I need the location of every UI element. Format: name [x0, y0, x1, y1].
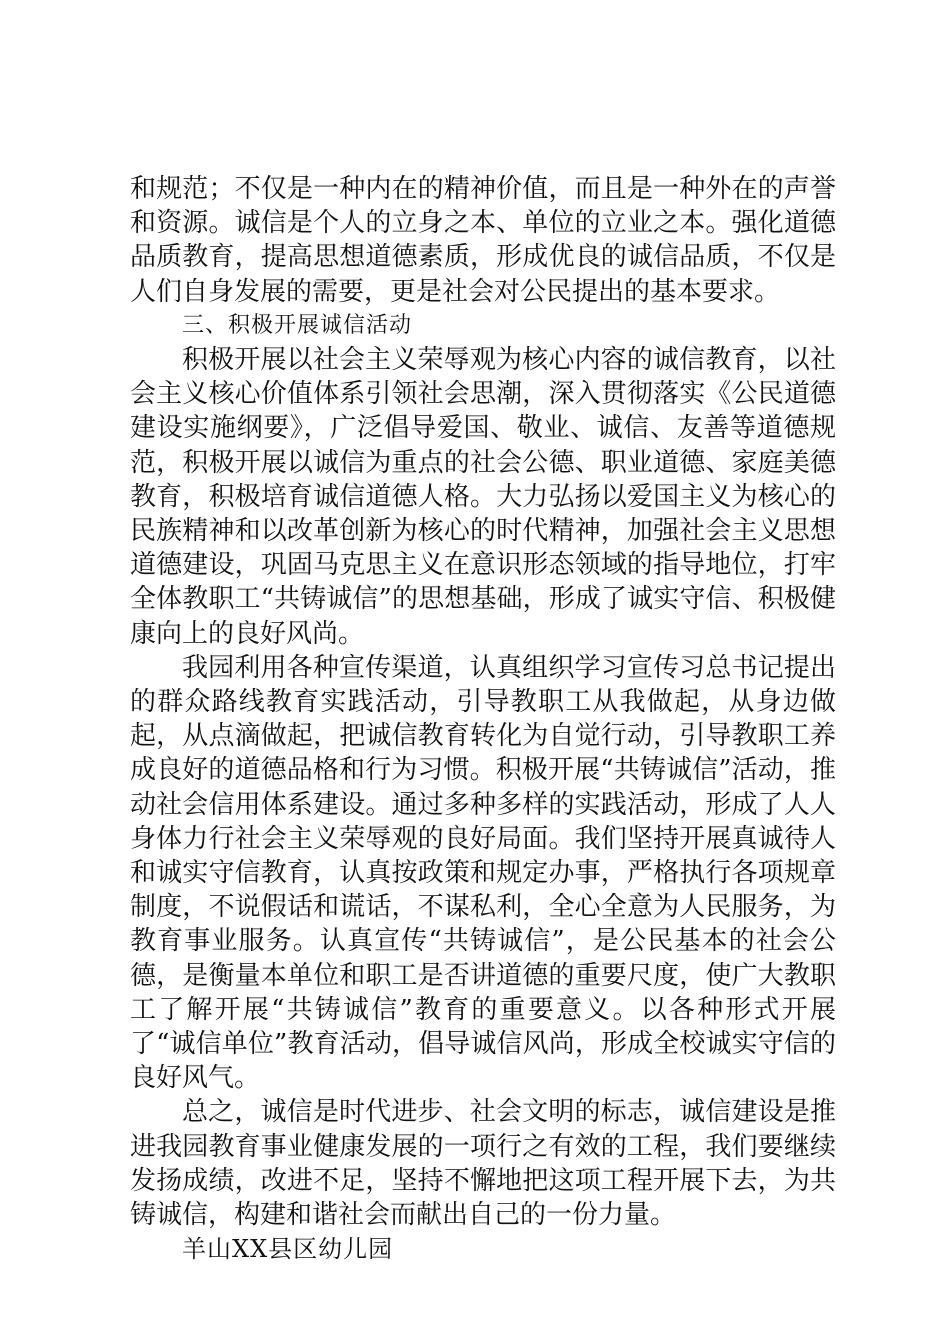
paragraph: 总之，诚信是时代进步、社会文明的标志，诚信建设是推进我园教育事业健康发展的一项行之有效的工程，我们要继续发扬成绩，改进不足，坚持不懈地把这项工程开展下去，为共铸诚信，构建和谐社会而献出自己的一份力量。 — [130, 1097, 836, 1231]
paragraph: 我园利用各种宣传渠道，认真组织学习宣传习总书记提出的群众路线教育实践活动，引导教职工从我做起，从身边做起，从点滴做起，把诚信教育转化为自觉行动，引导教职工养成良好的道德品格和行为习惯。积极开展“共铸诚信”活动，推动社会信用体系建设。通过多种多样的实践活动，形成了人人身体力行社会主义荣辱观的良好局面。我们坚持开展真诚待人和诚实守信教育，认真按政策和规定办事，严格执行各项规章制度，不说假话和谎话，不谋私利，全心全意为人民服务，为教育事业服务。认真宣传“共铸诚信”，是公民基本的社会公德，是衡量本单位和职工是否讲道德的重要尺度，使广大教职工了解开展“共铸诚信”教育的重要意义。以各种形式开展了“诚信单位”教育活动，倡导诚信风尚，形成全校诚实守信的良好风气。 — [130, 652, 836, 1094]
section-heading: 三、积极开展诚信活动 — [182, 312, 413, 338]
signature: 羊山XX县区幼儿园 — [182, 1235, 394, 1264]
paragraph-continuation: 和规范；不仅是一种内在的精神价值，而且是一种外在的声誉和资源。诚信是个人的立身之本、单位的立业之本。强化道德品质教育，提高思想道德素质，形成优良的诚信品质，不仅是人们自身发展的需要，更是社会对公民提出的基本要求。 — [130, 174, 836, 307]
document-body — [130, 172, 836, 1267]
paragraph: 积极开展以社会主义荣辱观为核心内容的诚信教育，以社会主义核心价值体系引领社会思潮，深入贯彻落实《公民道德建设实施纲要》，广泛倡导爱国、敬业、诚信、友善等道德规范，积极开展以诚信为重点的社会公德、职业道德、家庭美德教育，积极培育诚信道德人格。大力弘扬以爱国主义为核心的民族精神和以改革创新为核心的时代精神，加强社会主义思想道德建设，巩固马克思主义在意识形态领域的指导地位，打牢全体教职工“共铸诚信”的思想基础，形成了诚实守信、积极健康向上的良好风尚。 — [130, 345, 836, 649]
